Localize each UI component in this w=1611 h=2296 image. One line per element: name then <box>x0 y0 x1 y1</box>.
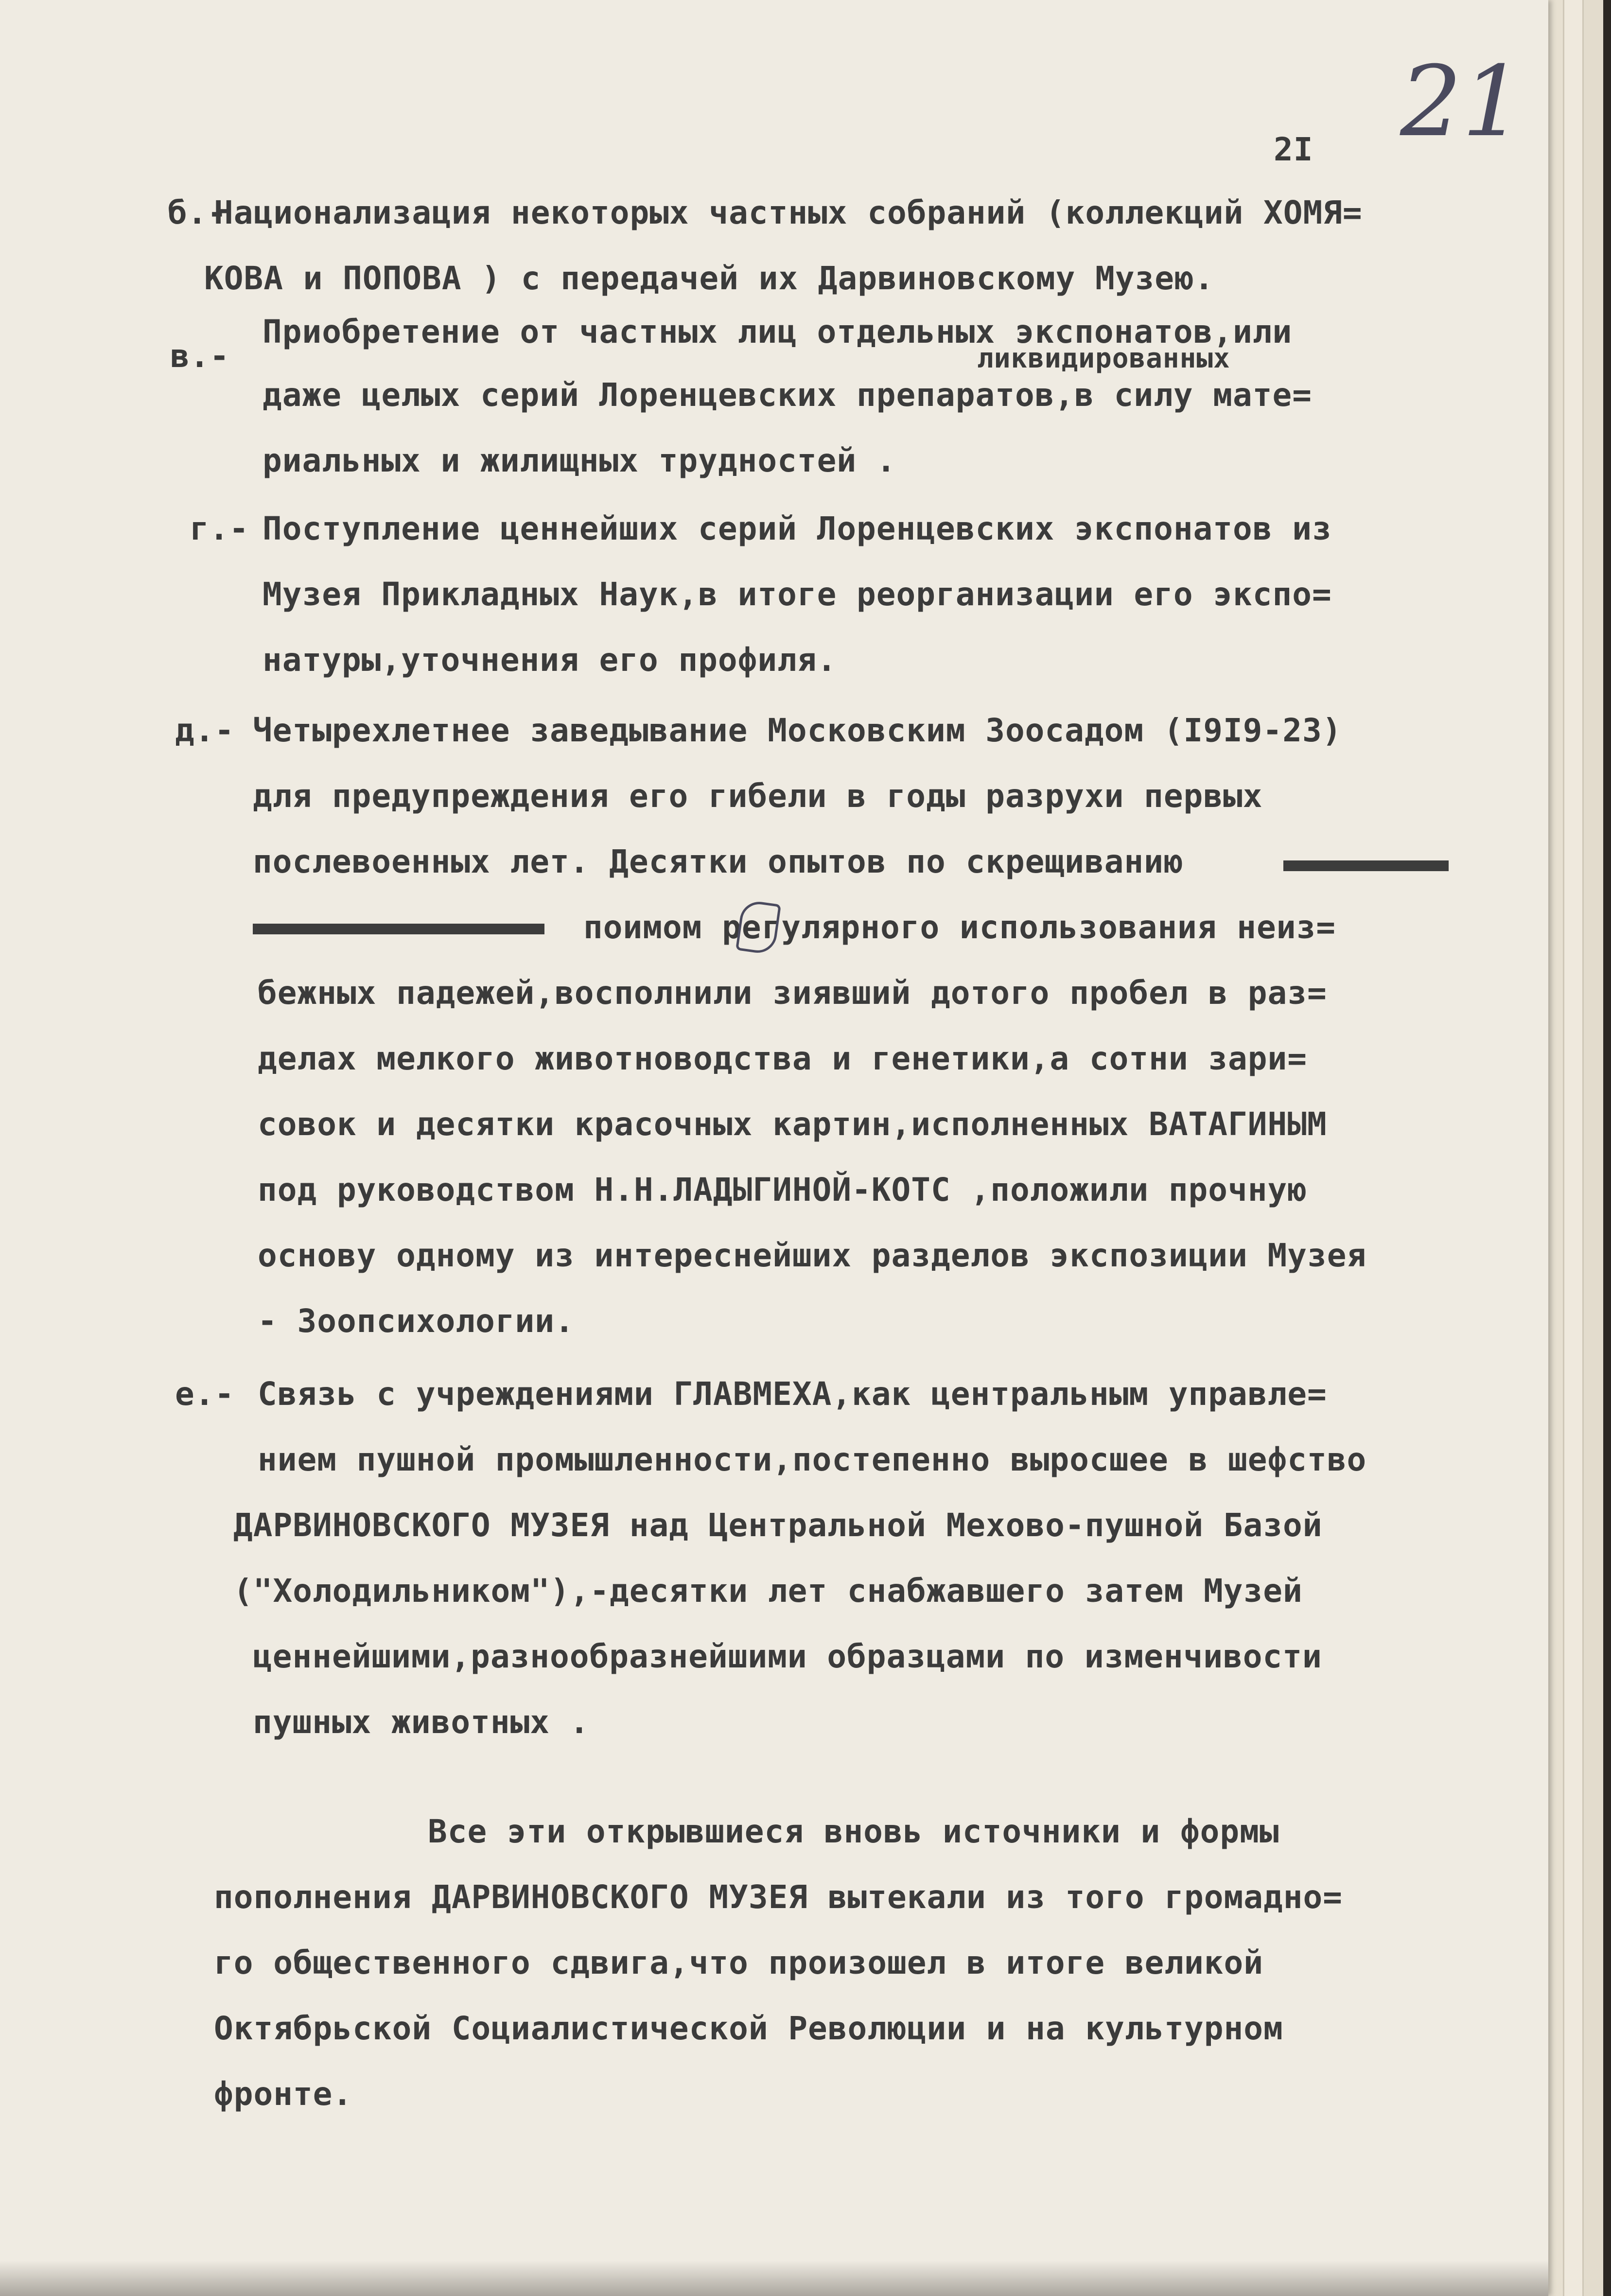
item-line: бежных падежей,восполнили зиявший дотого пробел в раз= <box>258 974 1327 1012</box>
handwritten-correction-mark <box>735 899 781 955</box>
item-label: е.- <box>175 1375 235 1413</box>
page-stack-edge <box>1582 0 1603 2296</box>
paragraph-line: фронте. <box>214 2075 353 2113</box>
paragraph-line: пополнения ДАРВИНОВСКОГО МУЗЕЯ вытекали из того громадно= <box>214 1878 1343 1916</box>
item-line: послевоенных лет. Десятки опытов по скрещиванию <box>253 843 1184 880</box>
typed-insertion: ликвидированных <box>977 343 1230 374</box>
item-line: Национализация некоторых частных собраний (коллекций ХОМЯ= <box>214 194 1363 231</box>
item-line: Поступление ценнейших серий Лоренцевских экспонатов из <box>263 510 1332 547</box>
item-line: под руководством Н.Н.ЛАДЫГИНОЙ-КОТС ,положили прочную <box>258 1171 1307 1209</box>
item-line: даже целых серий Лоренцевских препаратов,в силу мате= <box>263 376 1312 414</box>
paragraph-line: Октябрьской Социалистической Революции и на культурном <box>214 2010 1283 2047</box>
item-label: в.- <box>170 337 230 375</box>
item-line: Приобретение от частных лиц отдельных экспонатов,или <box>263 313 1293 351</box>
item-line: поимом регулярного использования неиз= <box>583 909 1336 946</box>
item-line: для предупреждения его гибели в годы разрухи первых <box>253 777 1263 815</box>
item-line: Четырехлетнее заведывание Московским Зоосадом (I9I9-23) <box>253 712 1342 749</box>
item-label: б.- <box>168 194 228 231</box>
item-line: основу одному из интереснейших разделов экспозиции Музея <box>258 1237 1367 1274</box>
scan-shadow <box>0 2261 1548 2296</box>
item-line: - Зоопсихологии. <box>258 1302 575 1340</box>
item-line: совок и десятки красочных картин,исполненных ВАТАГИНЫМ <box>258 1105 1327 1143</box>
struck-out-text <box>253 924 544 934</box>
paragraph-line: го общественного сдвига,что произошел в итоге великой <box>214 1944 1263 1981</box>
struck-out-text <box>1283 860 1449 871</box>
item-line: натуры,уточнения его профиля. <box>263 641 837 679</box>
item-line: Связь с учреждениями ГЛАВМЕХА,как центральным управле= <box>258 1375 1327 1413</box>
item-line: делах мелкого животноводства и генетики,а сотни зари= <box>258 1040 1307 1077</box>
item-line: риальных и жилищных трудностей . <box>263 442 896 479</box>
page-number: 2I <box>1274 131 1313 168</box>
paragraph-line: Все эти открывшиеся вновь источники и формы <box>428 1813 1279 1850</box>
item-line: КОВА и ПОПОВА ) с передачей их Дарвиновскому Музею. <box>204 260 1214 297</box>
item-label: д.- <box>175 712 235 749</box>
item-line: ценнейшими,разнообразнейшими образцами по изменчивости <box>253 1638 1322 1675</box>
item-line: ДАРВИНОВСКОГО МУЗЕЯ над Центральной Мехово-пушной Базой <box>233 1507 1323 1544</box>
item-line: ("Холодильником"),-десятки лет снабжавшего затем Музей <box>233 1572 1303 1610</box>
item-line: Музея Прикладных Наук,в итоге реорганизации его экспо= <box>263 576 1332 613</box>
item-line: пушных животных . <box>253 1703 590 1741</box>
item-line: нием пушной промышленности,постепенно выросшее в шефство <box>258 1441 1367 1478</box>
handwritten-folio-number: 21 <box>1400 45 1524 158</box>
item-label: г.- <box>190 510 249 547</box>
